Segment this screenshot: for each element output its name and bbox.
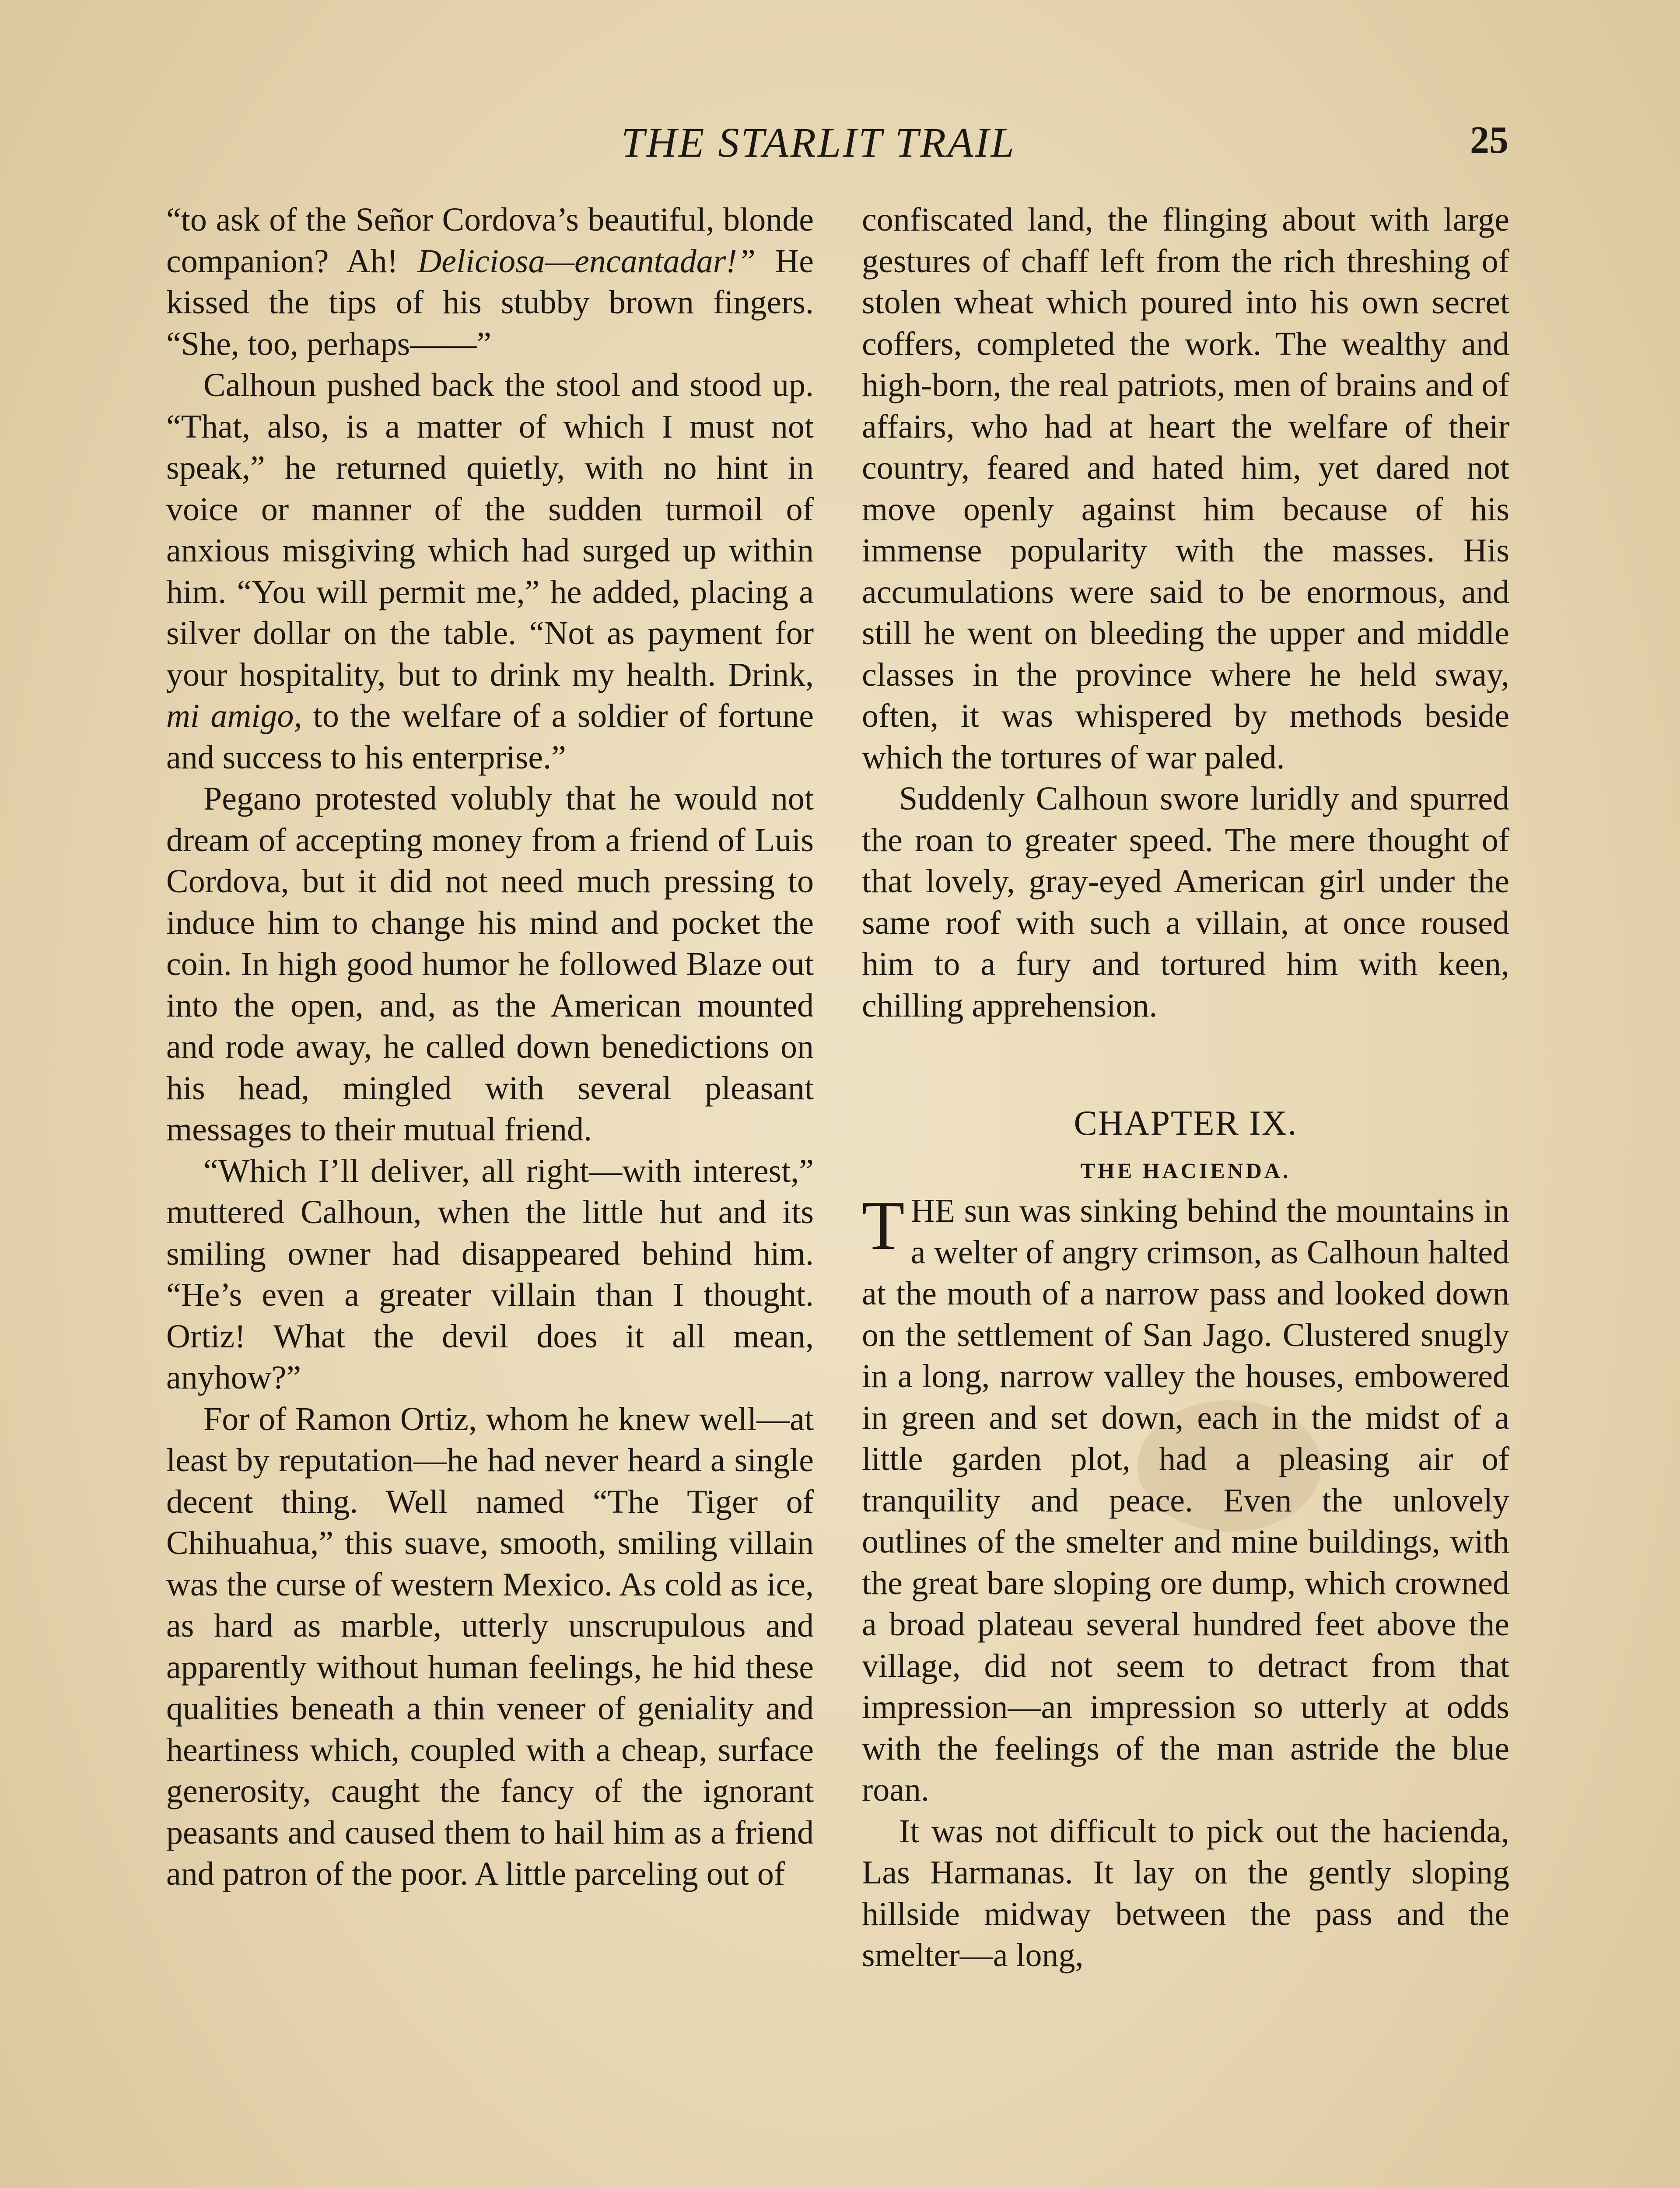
paragraph: Calhoun pushed back the stool and stood up. “That, also, is a matter of which I must not speak,” he returned quietly, with no hint in voice or manner of the sudden turmoil of anxious misgiving which had surged up within him. “You will permit me,” he added, placing a silver dollar on the table. “Not as payment for your hospitality, but to drink my health. Drink, mi amigo, to the welfare of a soldier of fortune and success to his enterprise.” (166, 367, 814, 776)
page-header (0, 118, 1680, 166)
paragraph: It was not difficult to pick out the hacienda, Las Harmanas. It lay on the gently sloping hillside midway between the pass and the smelter—a long, (862, 1813, 1509, 1974)
page-number: 25 (1470, 119, 1508, 161)
paragraph: For of Ramon Ortiz, whom he knew well—at least by reputation—he had never heard a single decent thing. Well named “The Tiger of Chihuahua,” this suave, smooth, smiling villain was the curse of western Mexico. As cold as ice, as hard as marble, utterly unscrupulous and apparently without human feelings, he hid these qualities beneath a thin veneer of geniality and heartiness which, coupled with a cheap, surface generosity, caught the fancy of the ignorant peasants and caused them to hail him as a friend and patron of the poor. A little parceling out of (166, 1400, 814, 1892)
chapter-title: CHAPTER IX. (1074, 1104, 1298, 1143)
chapter-subtitle: THE HACIENDA. (1080, 1158, 1291, 1183)
running-title: THE STARLIT TRAIL (621, 119, 1016, 166)
drop-cap: T (862, 1186, 905, 1264)
paragraph: Suddenly Calhoun swore luridly and spurred the roan to greater speed. The mere thought of that lovely, gray-eyed American girl under the same roof with such a villain, at once roused him to a fury and tortured him with keen, chilling apprehension. (862, 780, 1509, 1024)
right-column (862, 199, 1509, 1976)
left-column (166, 199, 814, 1895)
paragraph: “to ask of the Señor Cordova’s beautiful, blonde companion? Ah! Deliciosa—encantadar!” He kissed the tips of his stubby brown fingers. “She, too, perhaps——” (166, 201, 814, 362)
paragraph: “Which I’ll deliver, all right—with interest,” muttered Calhoun, when the little hut and its smiling owner had disappeared behind him. “He’s even a greater villain than I thought. Ortiz! What the devil does it all mean, anyhow?” (166, 1152, 814, 1396)
paragraph: THE sun was sinking behind the mountains in a welter of angry crimson, as Calhoun halted at the mouth of a narrow pass and looked down on the settlement of San Jago. Clustered snugly in a long, narrow valley the houses, embowered in green and set down, each in the midst of a little garden plot, had a pleasing air of tranquility and peace. Even the unlovely outlines of the smelter and mine buildings, with the great bare sloping ore dump, which crowned a broad plateau several hundred feet above the village, did not seem to detract from that impression—an impression so utterly at odds with the feelings of the man astride the blue roan. (862, 1186, 1509, 1808)
paragraph: confiscated land, the flinging about with large gestures of chaff left from the rich threshing of stolen wheat which poured into his own secret coffers, completed the work. The wealthy and high-born, the real patriots, men of brains and of affairs, who had at heart the welfare of their country, feared and hated him, yet dared not move openly against him because of his immense popularity with the masses. His accumulations were said to be enormous, and still he went on bleeding the upper and middle classes in the province where he held sway, often, it was whispered by methods beside which the tortures of war paled. (862, 201, 1509, 776)
paragraph: Pegano protested volubly that he would not dream of accepting money from a friend of Luis Cordova, but it did not need much pressing to induce him to change his mind and pocket the coin. In high good humor he followed Blaze out into the open, and, as the American mounted and rode away, he called down benedictions on his head, mingled with several pleasant messages to their mutual friend. (166, 780, 814, 1148)
